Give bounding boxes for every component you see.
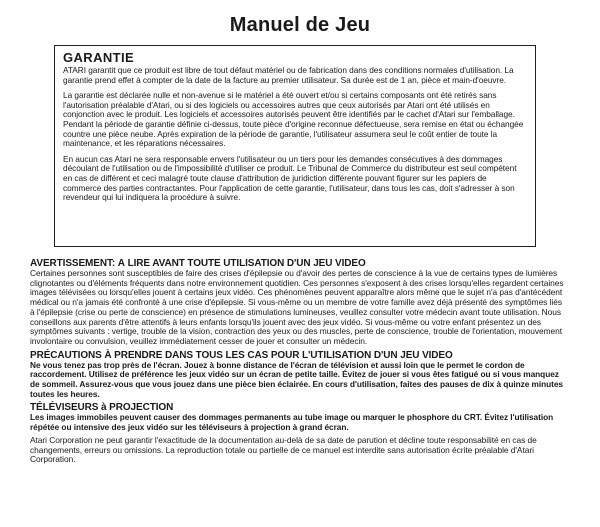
warranty-box [54, 45, 536, 247]
projection-tv-heading: TÉLÉVISEURS à PROJECTION [30, 402, 174, 414]
epilepsy-warning-heading: AVERTISSEMENT: À LIRE AVANT TOUTE UTILISATION D'UN JEU VIDEO [30, 258, 366, 269]
warranty-paragraph-liability: En aucun cas Atari ne sera responsable envers l'utilisateur ou un tiers pour les demandes consécutives à des dommages découlant de l'utilisation ou de l'impossibilité d'utiliser ce produit. Le Tribunal de Commerce du distributeur est seul compétent en cas de différent et ceci malagré toute clause d'attribution de juridiction différente pouvant figurer sur les papiers de commerce des parties contractantes. Pour l'application de cette garantie, l'utilisateur, dans tous les cas, doit s'adresser à son revendeur qui lui indiquera la procédure à suivre. [63, 153, 517, 203]
precautions-body: Ne vous tenez pas trop près de l'écran. Jouez à bonne distance de l'écran de télévision et aussi loin que le permet le cordon de raccordement. Utilisez de préférence les jeux vidéo sur un écran de petite taille. Évitez de jouer si vous êtes fatigué ou si vous manquez de sommeil. Assurez-vous que vous jouez dans une pièce bien éclairée. En cours d'utilisation, faites des pauses de dix à quinze minutes toutes les heures. [30, 359, 563, 399]
notices-section [30, 258, 564, 520]
page-title: Manuel de Jeu [229, 14, 371, 36]
disclaimer-text: Atari Corporation ne peut garantir l'exactitude de la documentation au-delà de sa date de parution et décline toute responsabilité en cas de changements, erreurs ou omissions. La reproduction totale ou partielle de ce manuel est interdite sans autorisation écrite préalable d'Atari Corporation. [30, 434, 537, 465]
warranty-paragraph-void-conditions: La garantie est déclarée nulle et non-avenue si le matériel a été ouvert et/ou si certains composants ont été retirés sans l'autorisation préalable d'Atari, ou si des logiciels ou accessoires autres que ceux autorisés par Atari ont été utilisés en conjonction avec le produit. Les logiciels et accessoires autorisés peuvent être identifiés par le cachet d'Atari sur l'emballage. Pendant la période de garantie définie ci-dessus, toute pièce d'origine reconnue défectueuse, sera remise en état ou échangée countre une pièce neube. Après expiration de la période de garantie, l'utilisateur assumera seul le coût entier de toute la maintenance, et les réparations nécessaires. [63, 90, 524, 149]
projection-tv-body: Les images immobiles peuvent causer des dommages permanents au tube image ou marquer le phosphore du CRT. Évitez l'utilisation répétée ou intensive des jeux vidéo sur les téléviseurs à projection à grand écran. [30, 412, 554, 433]
precautions-heading: PRÉCAUTIONS À PRENDRE DANS TOUS LES CAS POUR L'UTILISATION D'UN JEU VIDEO [30, 349, 453, 361]
warranty-paragraph-coverage: ATARI garantit que ce produit est libre de tout défaut matériel ou de fabrication dans des conditions normales d'utilisation. La garantie prend effet à compter de la date de la facture au premier utilisateur. Sa durée est de 1 an, pièce et main-d'oeuvre. [63, 65, 514, 85]
epilepsy-warning-body: Certaines personnes sont susceptibles de faire des crises d'épilepsie ou d'avoir des pertes de conscience à la vue de certains types de lumières clignotantes ou d'éléments fréquents dans notre environnement quotidien. Ces personnes s'exposent à des crises lorsqu'elles regardent certaines images télévisées ou lorsqu'elles jouent à certains jeux vidéo. Ces phénomènes peuvent apparaître alors même que le sujet n'a pas d'antécédent médical ou n'a jamais été confronté à une crise d'épilepsie. Si vous-même ou un membre de votre famille avez déjà présenté des symptômes liés à l'épilepsie (crise ou perte de conscience) en présence de stimulations lumineuses, veuillez consulter votre médecin avant toute utilisation. Nous conseillons aux parents d'être attentifs à leurs enfants lorsqu'ils jouent avec des jeux vidéo. Si vous-même ou votre enfant présentez un des symptômes suivants : vertige, trouble de la vision, contraction des yeux ou des muscles, perte de conscience, trouble de l'orientation, mouvement involontaire ou convulsion, veuillez immédiatement cesser de jouer et consulter un médecin. [30, 268, 564, 346]
warranty-heading: GARANTIE [63, 50, 135, 65]
